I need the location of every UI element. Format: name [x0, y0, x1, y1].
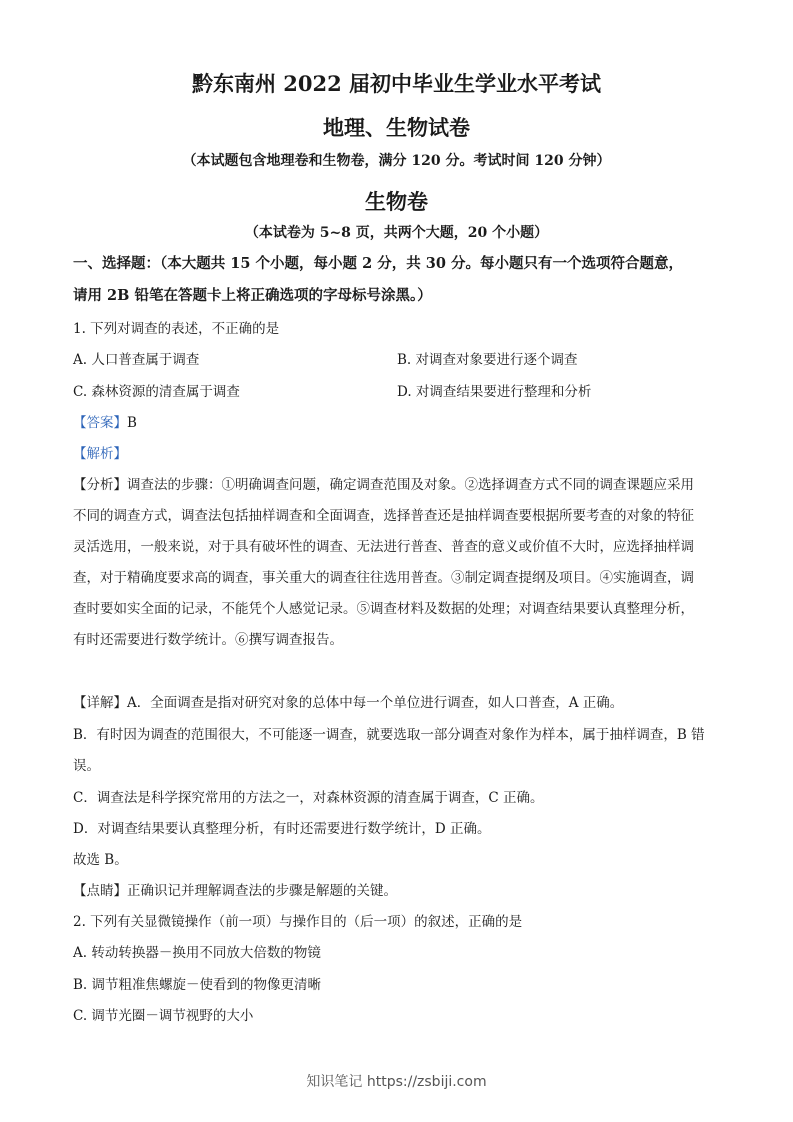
exam-title: 黔东南州 2022 届初中毕业生学业水平考试 [191, 71, 602, 96]
q1-option-d: D. 对调查结果要进行整理和分析 [397, 384, 592, 400]
q1-detail-line: D．对调查结果要认真整理分析，有时还需要进行数学统计，D 正确。 [73, 821, 491, 837]
q1-analysis-line: 查，对于精确度要求高的调查，事关重大的调查往往选用普查。③制定调查提纲及项目。④实施调查，调 [73, 570, 694, 586]
q1-analysis-line: 查时要如实全面的记录，不能凭个人感觉记录。⑤调查材料及数据的处理；对调查结果要认真整理分析， [73, 601, 694, 617]
q1-analysis-line: 不同的调查方式，调查法包括抽样调查和全面调查，选择普查还是抽样调查要根据所要考查的对象的特征 [73, 508, 694, 524]
answer-tag: 【答案】 [73, 415, 127, 431]
section-note: （本试卷为 5~8 页，共两个大题，20 个小题） [244, 225, 549, 241]
q1-analysis-line: 有时还需要进行数学统计。⑥撰写调查报告。 [73, 632, 343, 648]
watermark-footer: 知识笔记 https://zsbiji.com [306, 1074, 487, 1090]
exam-subtitle: 地理、生物试卷 [323, 115, 470, 140]
q2-option-b: B. 调节粗准焦螺旋－使看到的物像更清晰 [73, 977, 322, 993]
q1-detail-line: 【详解】A．全面调查是指对研究对象的总体中每一个单位进行调查，如人口普查，A 正确。 [73, 695, 624, 711]
q2-option-c: C. 调节光圈－调节视野的大小 [73, 1008, 254, 1024]
q1-detail-line: 故选 B。 [73, 852, 128, 868]
q1-detail-line: 误。 [73, 758, 100, 774]
q1-analysis-line: 灵活选用，一般来说，对于具有破坏性的调查、无法进行普查、普查的意义或价值不大时，应选择抽样调 [73, 539, 694, 555]
q1-analysis-tag: 【解析】 [73, 446, 127, 462]
q1-option-c: C. 森林资源的清查属于调查 [73, 384, 240, 400]
part1-heading-line2: 请用 2B 铅笔在答题卡上将正确选项的字母标号涂黑。） [73, 287, 432, 304]
q1-analysis-line: 【分析】调查法的步骤：①明确调查问题，确定调查范围及对象。②选择调查方式不同的调查课题应采用 [73, 477, 694, 493]
exam-note: （本试题包含地理卷和生物卷，满分 120 分。考试时间 120 分钟） [182, 153, 611, 169]
q1-key-point: 【点睛】正确识记并理解调查法的步骤是解题的关键。 [73, 883, 397, 899]
q1-detail-line: C．调查法是科学探究常用的方法之一，对森林资源的清查属于调查，C 正确。 [73, 790, 544, 806]
q1-option-b: B. 对调查对象要进行逐个调查 [397, 352, 578, 368]
q2-option-a: A. 转动转换器－换用不同放大倍数的物镜 [73, 945, 321, 961]
q1-detail-line: B．有时因为调查的范围很大，不可能逐一调查，就要选取一部分调查对象作为样本，属于抽样调查，B 错 [73, 727, 705, 743]
answer-value: B [127, 415, 137, 431]
section-title: 生物卷 [365, 189, 428, 214]
q1-stem: 1. 下列对调查的表述，不正确的是 [73, 321, 280, 337]
q2-stem: 2. 下列有关显微镜操作（前一项）与操作目的（后一项）的叙述，正确的是 [73, 914, 523, 930]
q1-answer [73, 411, 137, 431]
q1-option-a: A. 人口普查属于调查 [73, 352, 200, 368]
part1-heading-line1: 一、选择题：（本大题共 15 个小题，每小题 2 分，共 30 分。每小题只有一个选项符合题意， [73, 255, 683, 272]
